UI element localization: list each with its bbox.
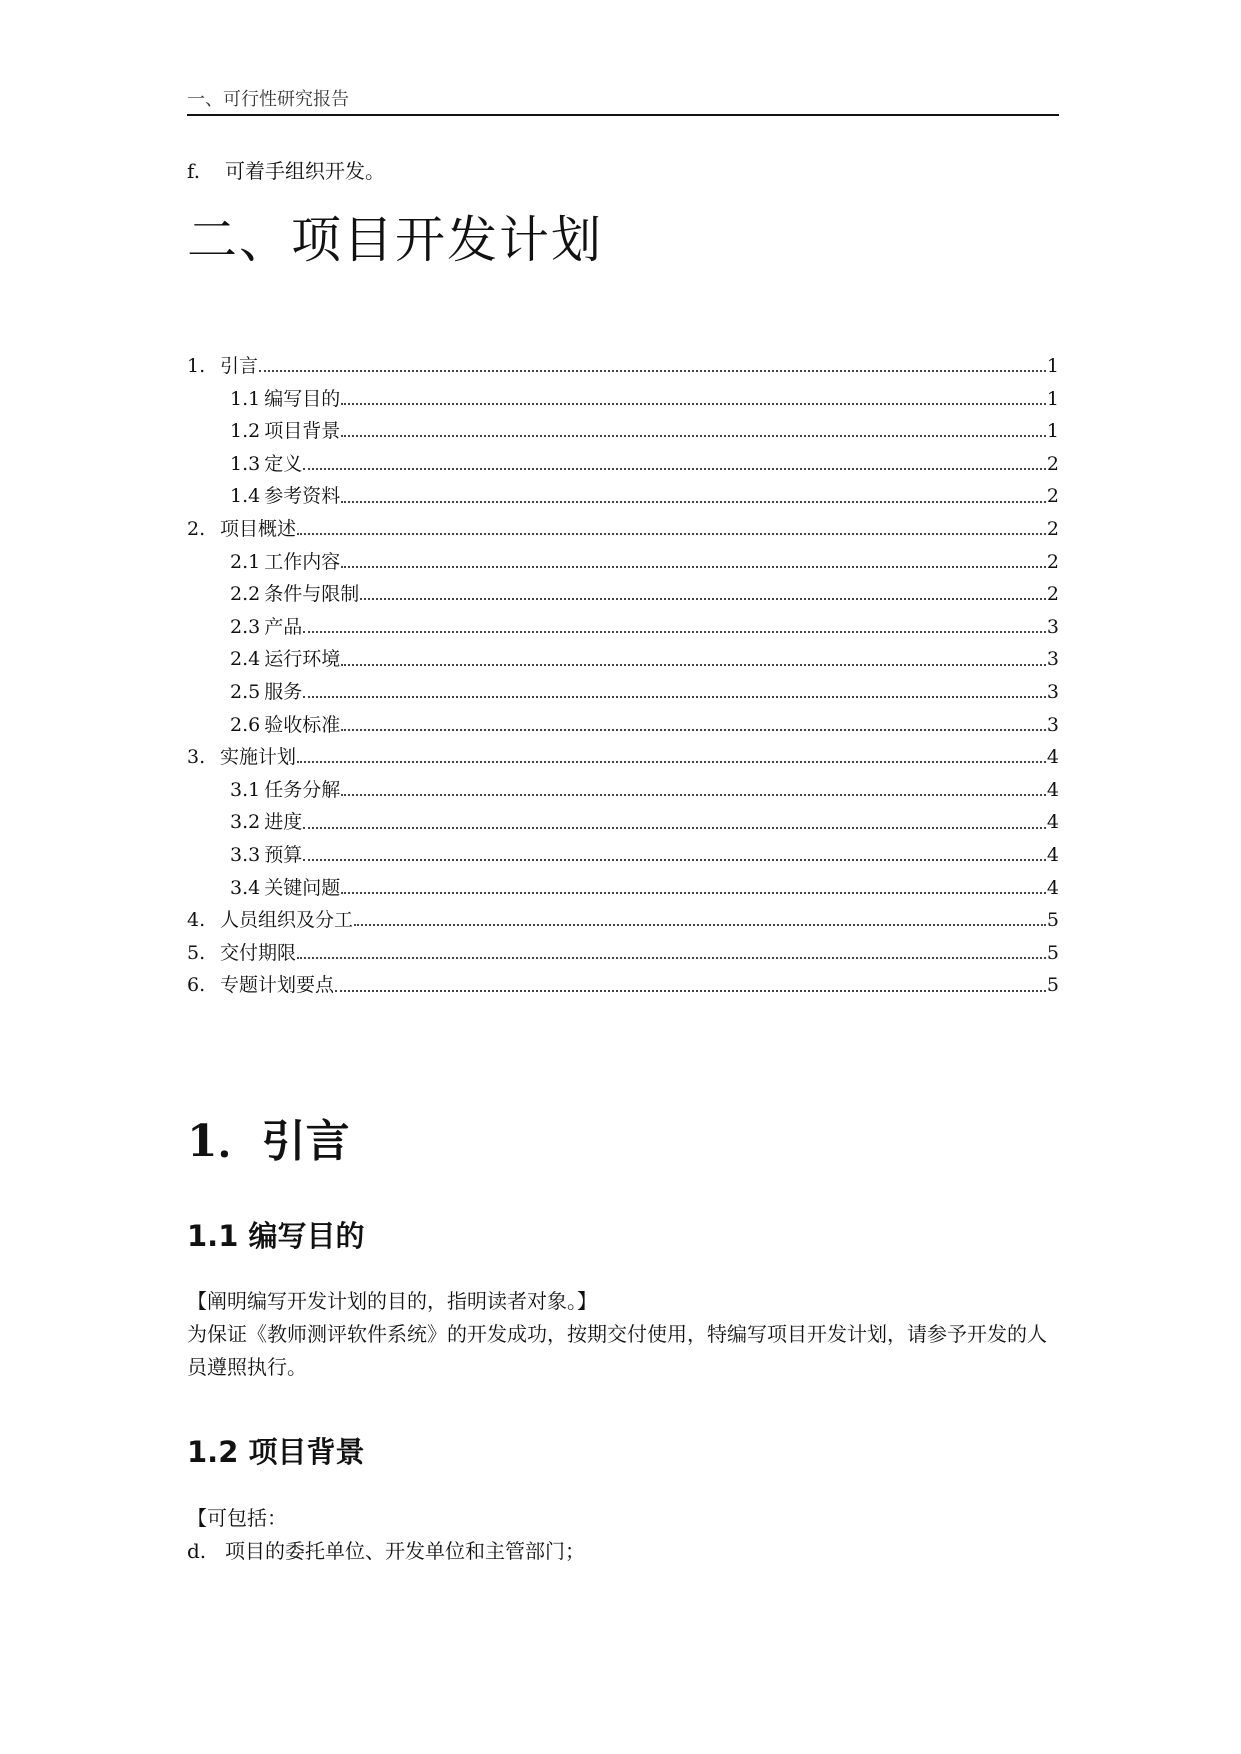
toc-entry-label: 实施计划 — [220, 746, 297, 769]
toc-dot-leader — [297, 957, 1046, 959]
toc-entry[interactable] — [187, 709, 1059, 742]
toc-entry-label: 服务 — [264, 680, 303, 703]
toc-dot-leader — [335, 990, 1046, 992]
list-marker: f. — [187, 159, 201, 183]
toc-entry-label: 运行环境 — [264, 648, 341, 671]
toc-dot-leader — [297, 761, 1046, 763]
toc-entry-label: 产品 — [264, 615, 303, 638]
note-text: 【可包括： — [187, 1506, 287, 1530]
toc-entry-page: 5 — [1046, 974, 1059, 997]
toc-entry-label: 定义 — [264, 452, 303, 475]
toc-dot-leader — [303, 631, 1046, 633]
toc-entry-number: 5. — [187, 941, 206, 964]
toc-entry[interactable] — [187, 546, 1059, 579]
toc-entry-number: 6. — [187, 974, 206, 997]
table-of-contents — [187, 350, 1059, 1002]
toc-dot-leader — [354, 924, 1046, 926]
toc-entry-number: 2.1 — [230, 550, 261, 573]
toc-entry-number: 3.2 — [230, 811, 261, 834]
toc-entry[interactable] — [187, 904, 1059, 937]
toc-entry[interactable] — [187, 937, 1059, 970]
toc-entry-number: 3. — [187, 746, 206, 769]
page-header — [187, 88, 1059, 116]
toc-entry-number: 2.5 — [230, 680, 261, 703]
list-item — [187, 1535, 585, 1568]
toc-entry-number: 3.4 — [230, 876, 261, 899]
toc-entry-page: 1 — [1046, 420, 1059, 443]
toc-entry[interactable] — [187, 643, 1059, 676]
toc-entry-number: 3.3 — [230, 843, 261, 866]
toc-dot-leader — [341, 403, 1046, 405]
toc-entry-page: 1 — [1046, 355, 1059, 377]
toc-entry-page: 3 — [1046, 713, 1059, 736]
toc-entry-label: 工作内容 — [264, 550, 341, 573]
toc-entry[interactable] — [187, 676, 1059, 709]
list-item-text: 项目的委托单位、开发单位和主管部门； — [225, 1539, 585, 1563]
list-item — [187, 155, 385, 184]
toc-entry-page: 1 — [1046, 387, 1059, 410]
toc-entry-page: 2 — [1046, 452, 1059, 475]
toc-entry-number: 2.4 — [230, 648, 261, 671]
toc-entry-number: 1.3 — [230, 452, 261, 475]
toc-dot-leader — [341, 664, 1046, 666]
toc-entry-page: 3 — [1046, 648, 1059, 671]
toc-entry-page: 4 — [1046, 746, 1059, 769]
toc-entry-number: 4. — [187, 909, 206, 932]
toc-entry[interactable] — [187, 774, 1059, 807]
toc-dot-leader — [303, 696, 1046, 698]
toc-entry-page: 5 — [1046, 941, 1059, 964]
toc-entry-page: 2 — [1046, 485, 1059, 508]
list-item-text: 可着手组织开发。 — [225, 159, 385, 183]
body-paragraph: 为保证《教师测评软件系统》的开发成功，按期交付使用，特编写项目开发计划，请参予开发的人员遵照执行。 — [187, 1322, 1047, 1379]
toc-dot-leader — [341, 892, 1046, 894]
toc-entry[interactable] — [187, 578, 1059, 611]
toc-dot-leader — [341, 435, 1046, 437]
list-marker: d. — [187, 1539, 207, 1563]
toc-entry-label: 预算 — [264, 843, 303, 866]
toc-dot-leader — [259, 370, 1046, 372]
toc-dot-leader — [341, 794, 1046, 796]
toc-dot-leader — [297, 533, 1046, 535]
chapter-title: 二、项目开发计划 — [187, 211, 603, 269]
subsection-heading-1-1: 1.1 编写目的 — [187, 1219, 365, 1253]
toc-entry-page: 4 — [1046, 778, 1059, 801]
subsection-heading-1-2: 1.2 项目背景 — [187, 1435, 365, 1469]
toc-entry-page: 3 — [1046, 680, 1059, 703]
toc-entry-label: 项目背景 — [264, 420, 341, 443]
toc-dot-leader — [303, 468, 1046, 470]
toc-entry-label: 进度 — [264, 811, 303, 834]
toc-entry-number: 2.2 — [230, 583, 261, 606]
toc-entry-number: 3.1 — [230, 778, 261, 801]
toc-entry[interactable] — [187, 806, 1059, 839]
toc-entry-page: 4 — [1046, 811, 1059, 834]
toc-dot-leader — [341, 501, 1046, 503]
toc-entry-page: 3 — [1046, 615, 1059, 638]
toc-entry[interactable] — [187, 480, 1059, 513]
toc-dot-leader — [303, 827, 1046, 829]
toc-entry-page: 2 — [1046, 583, 1059, 606]
toc-entry-number: 1.4 — [230, 485, 261, 508]
toc-entry-page: 5 — [1046, 909, 1059, 932]
toc-entry-label: 任务分解 — [264, 778, 341, 801]
toc-entry[interactable] — [187, 448, 1059, 481]
header-title: 一、可行性研究报告 — [187, 89, 349, 110]
toc-dot-leader — [341, 566, 1046, 568]
toc-entry-number: 1. — [187, 355, 206, 377]
toc-entry-label: 交付期限 — [220, 941, 297, 964]
toc-entry-number: 1.1 — [230, 387, 261, 410]
note-text: 【阐明编写开发计划的目的，指明读者对象。】 — [187, 1289, 597, 1313]
toc-entry[interactable] — [187, 383, 1059, 416]
toc-entry[interactable] — [187, 839, 1059, 872]
toc-entry[interactable] — [187, 872, 1059, 905]
toc-entry-page: 2 — [1046, 517, 1059, 540]
toc-entry-label: 专题计划要点 — [220, 974, 335, 997]
toc-entry-label: 验收标准 — [264, 713, 341, 736]
toc-dot-leader — [341, 729, 1046, 731]
toc-entry-page: 4 — [1046, 876, 1059, 899]
toc-entry-label: 人员组织及分工 — [220, 909, 354, 932]
toc-entry-number: 2. — [187, 517, 206, 540]
toc-entry-label: 引言 — [220, 355, 259, 377]
toc-entry-number: 2.6 — [230, 713, 261, 736]
toc-entry-number: 2.3 — [230, 615, 261, 638]
toc-entry-label: 项目概述 — [220, 517, 297, 540]
toc-dot-leader — [303, 859, 1046, 861]
toc-entry-page: 2 — [1046, 550, 1059, 573]
toc-dot-leader — [360, 598, 1046, 600]
toc-entry-label: 编写目的 — [264, 387, 341, 410]
toc-entry[interactable] — [187, 969, 1059, 1002]
toc-entry[interactable] — [187, 741, 1059, 774]
toc-entry-label: 参考资料 — [264, 485, 341, 508]
toc-entry[interactable] — [187, 611, 1059, 644]
toc-entry-number: 1.2 — [230, 420, 261, 443]
toc-entry-label: 关键问题 — [264, 876, 341, 899]
toc-entry[interactable] — [187, 415, 1059, 448]
toc-entry[interactable] — [187, 513, 1059, 546]
toc-entry-page: 4 — [1046, 843, 1059, 866]
toc-entry-label: 条件与限制 — [264, 583, 360, 606]
toc-entry[interactable] — [187, 350, 1059, 383]
section-heading: 1．引言 — [187, 1116, 350, 1167]
